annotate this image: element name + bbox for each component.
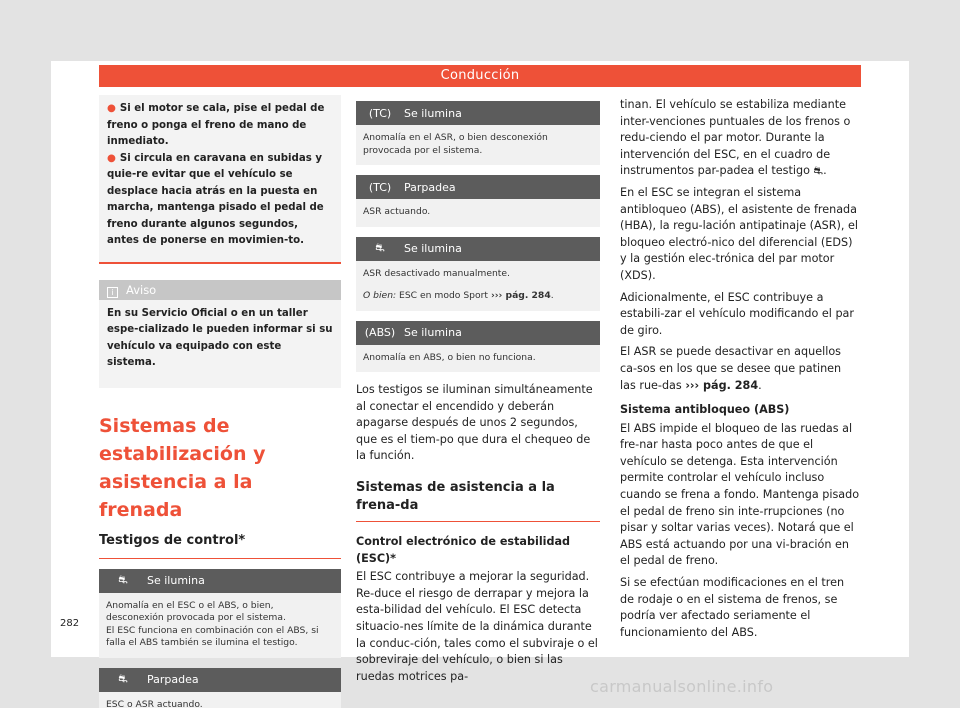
column-2 [356,101,600,685]
indicator-desc: O bien: ESC en modo Sport ››› pág. 284. [363,290,554,301]
subsection-title: Sistemas de asistencia a la frena-da [356,479,600,522]
indicator-state: Se ilumina [147,574,205,587]
indicator-state: Se ilumina [404,106,462,120]
page-reference-link[interactable]: ››› pág. 284 [490,290,551,301]
heading-abs: Sistema antibloqueo (ABS) [620,403,790,417]
section-title: Sistemas de estabilización y asistencia a la frenada [99,414,266,521]
esc-warning-icon: ⛐ [118,573,128,586]
paragraph: El ASR se puede desactivar en aquellos ca-sos en los que se desee que patinen las rue-das ››› pág. 284. [620,345,842,392]
abs-warning-icon: (ABS) [364,326,396,339]
indicator-desc: Anomalía en ABS, o bien no funciona. [363,351,536,363]
indicator-state: Se ilumina [404,242,462,255]
esc-warning-icon: ⛐ [118,672,128,685]
bullet-item: ● Si circula en caravana en subidas y quie-re evitar que el vehículo se desplace hacia atrás en la puesta en marcha, mantenga pisado el pedal de freno durante algunos segundos, antes de ponerse en movimien-to. [107,152,324,246]
subsection-title: Testigos de control* [99,532,341,559]
indicator-state: Se ilumina [404,326,462,339]
page-reference-link[interactable]: ››› pág. 284 [685,378,759,392]
aviso-box [99,280,341,388]
paragraph: Si se efectúan modificaciones en el tren de rodaje o en el sistema de frenos, se podría ver afectado seriamente el funcionamiento del ABS. [620,576,845,639]
esc-warning-icon: ⛐ [813,164,824,178]
indicator-desc: Anomalía en el ESC o el ABS, o bien, desconexión provocada por el sistema. [106,599,286,623]
indicator-desc: Anomalía en el ASR, o bien desconexión provocada por el sistema. [363,132,548,156]
bullet-dot-icon: ● [107,152,116,164]
indicator-state: Parpadea [404,180,456,194]
column-3 [620,97,860,641]
paragraph: Los testigos se iluminan simultáneamente al conectar el encendido y deberán apagarse después de unos 2 segundos, que es el tiem-po que dura el chequeo de la función. [356,383,593,463]
aviso-header: i Aviso [99,280,341,300]
paragraph: Adicionalmente, el ESC contribuye a estabili-zar el vehículo modificando el par de giro. [620,290,855,337]
indicator-esc-blink [99,668,341,708]
bullet-dot-icon: ● [107,103,116,114]
paragraph: El ESC contribuye a mejorar la seguridad. Re-duce el riesgo de derrapar y mejora la esta-bilidad del vehículo. El ESC detecta situacio-nes límite de la dinámica durante la conduc-ción, tales como el subviraje o el sobreviraje del vehículo, o bien si las ruedas motrices pa- [356,570,598,683]
aviso-text: En su Servicio Oficial o en un taller espe-cializado le pueden informar si su vehículo va equipado con este sistema. [107,307,333,368]
chapter-header: Conducción [99,65,861,87]
indicator-desc: ESC o ASR actuando. [106,698,203,708]
indicator-esc-off [356,237,600,311]
indicator-desc: ASR desactivado manualmente. [363,267,510,279]
bullet-item: ● Si el motor se cala, pise el pedal de freno o ponga el freno de mano de inmediato. [107,103,325,147]
indicator-desc: ASR actuando. [363,206,431,217]
page-number: 282 [60,618,80,629]
indicator-state: Parpadea [147,673,199,686]
indicator-desc: El ESC funciona en combinación con el ABS, si falla el ABS también se ilumina el testigo. [106,624,319,648]
info-icon: i [107,287,118,298]
heading-esc: Control electrónico de estabilidad (ESC)* [356,534,571,565]
tc-warning-icon: (TC) [368,180,392,194]
paragraph: En el ESC se integran el sistema antibloqueo (ABS), el asistente de frenada (HBA), la regu-lación antipatinaje (ASR), el bloqueo electró-nico del diferencial (EDS) y la gestión elec-trónica del par motor (XDS). [620,185,859,282]
watermark: carmanualsonline.info [590,677,774,696]
warning-bullets [99,95,341,264]
indicator-abs-on [356,321,600,373]
paragraph: El ABS impide el bloqueo de las ruedas al fre-nar hasta poco antes de que el vehículo se detenga. Esta intervención permite controlar el vehículo incluso cuando se frena a fondo. Mantenga pisado el pedal de freno sin inte-rrupciones (no pisar y soltar varias veces). Notará que el ABS está actuando por una vi-bración en el pedal de freno. [620,421,860,568]
esc-off-icon: ⛐ [375,241,385,254]
tc-warning-icon: (TC) [368,106,392,120]
column-1 [99,95,341,708]
indicator-esc-on [99,569,341,658]
paragraph: tinan. El vehículo se estabiliza mediante inter-venciones puntuales de los frenos o redu-ciendo el par motor. Durante la intervención del ESC, en el cuadro de instrumentos par-padea el testigo ⛐. [620,98,851,178]
indicator-tc-blink [356,175,600,227]
indicator-tc-on [356,101,600,165]
